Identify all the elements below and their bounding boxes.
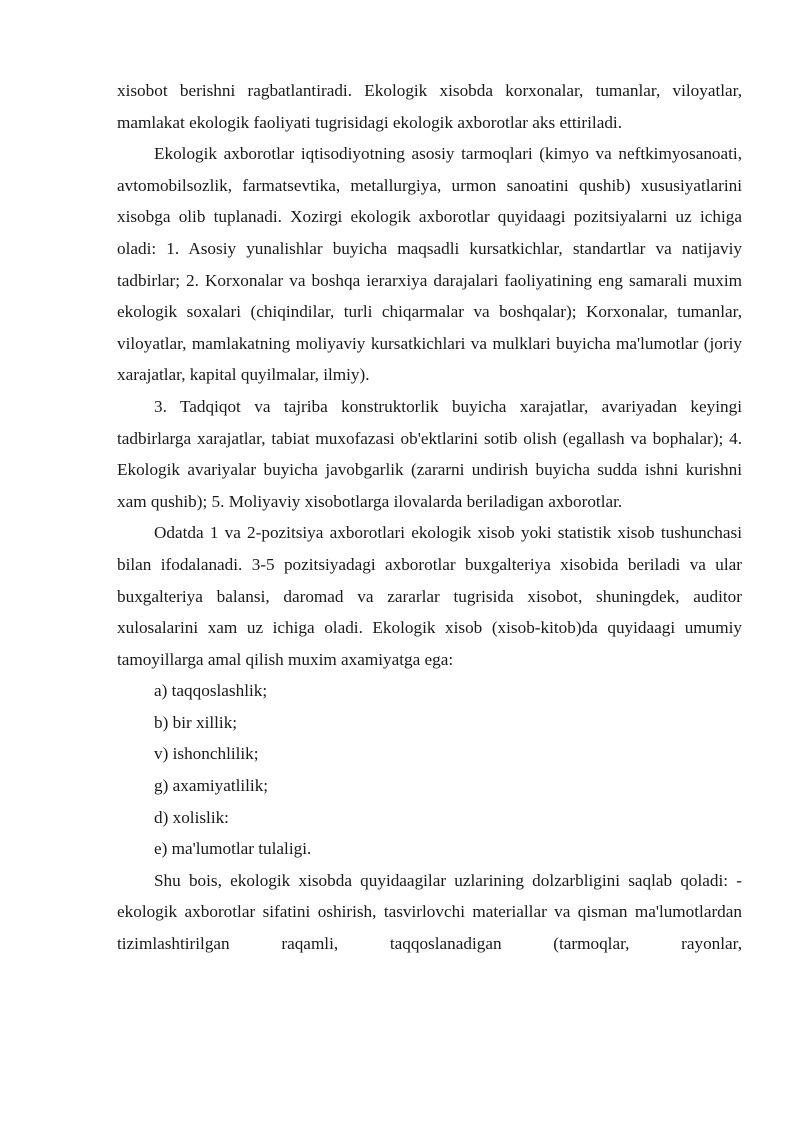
paragraph-research-expenses: 3. Tadqiqot va tajriba konstruktorlik buyicha xarajatlar, avariyadan keyingi tadbirlarga xarajatlar, tabiat muxofazasi ob'ektlarini sotib olish (egallash va bophalar); 4. Ekologik avariyalar buyicha javobgarlik (zararni undirish buyicha sudda ishni kurishni xam qushib); 5. Moliyaviy xisobotlarga ilovalarda beriladigan axborotlar.	[117, 396, 742, 511]
list-item: d) xolislik:	[154, 807, 229, 827]
paragraph-positions: Odatda 1 va 2-pozitsiya axborotlari ekologik xisob yoki statistik xisob tushunchasi bilan ifodalanadi. 3-5 pozitsiyadagi axborotlar buxgalteriya xisobida beriladi va ular buxgalteriya balansi, daromad va zararlar tugrisida xisobot, shuningdek, auditor xulosalarini xam uz ichiga oladi. Ekologik xisob (xisob-kitob)da quyidaagi umumiy tamoyillarga amal qilish muxim axamiyatga ega:	[117, 523, 742, 669]
paragraph-continuation: xisobot berishni ragbatlantiradi. Ekologik xisobda korxonalar, tumanlar, viloyatlar, mamlakat ekologik faoliyati tugrisidagi ekologik axborotlar aks ettiriladi.	[117, 81, 742, 132]
list-item: g) axamiyatlilik;	[154, 776, 269, 796]
paragraph-ecological-information: Ekologik axborotlar iqtisodiyotning asosiy tarmoqlari (kimyo va neftkimyosanoati, avtomobilsozlik, farmatsevtika, metallurgiya, urmon sanoatini qushib) xususiyatlarini xisobga olib tuplanadi. Xozirgi ekologik axborotlar quyidaagi pozitsiyalarni uz ichiga oladi: 1. Asosiy yunalishlar buyicha maqsadli kursatkichlar, standartlar va natijaviy tadbirlar; 2. Korxonalar va boshqa ierarxiya darajalari faoliyatining eng samarali muxim ekologik soxalari (chiqindilar, turli chiqarmalar va boshqalar); Korxonalar, tumanlar, viloyatlar, mamlakatning moliyaviy kursatkichlari va mulklari buyicha ma'lumotlar (joriy xarajatlar, kapital quyilmalar, ilmiy).	[117, 144, 742, 385]
paragraph-closing: Shu bois, ekologik xisobda quyidaagilar uzlarining dolzarbligini saqlab qoladi: - ekologik axborotlar sifatini oshirish, tasvirlovchi materiallar va qisman ma'lumotlardan tizimlashtirilgan raqamli, taqqoslanadigan (tarmoqlar, rayonlar,	[117, 870, 742, 954]
list-item: e) ma'lumotlar tulaligi.	[154, 839, 312, 859]
document-body	[117, 75, 742, 960]
list-item: b) bir xillik;	[154, 712, 238, 732]
list-item: v) ishonchlilik;	[154, 744, 259, 764]
list-item: a) taqqoslashlik;	[154, 681, 268, 701]
